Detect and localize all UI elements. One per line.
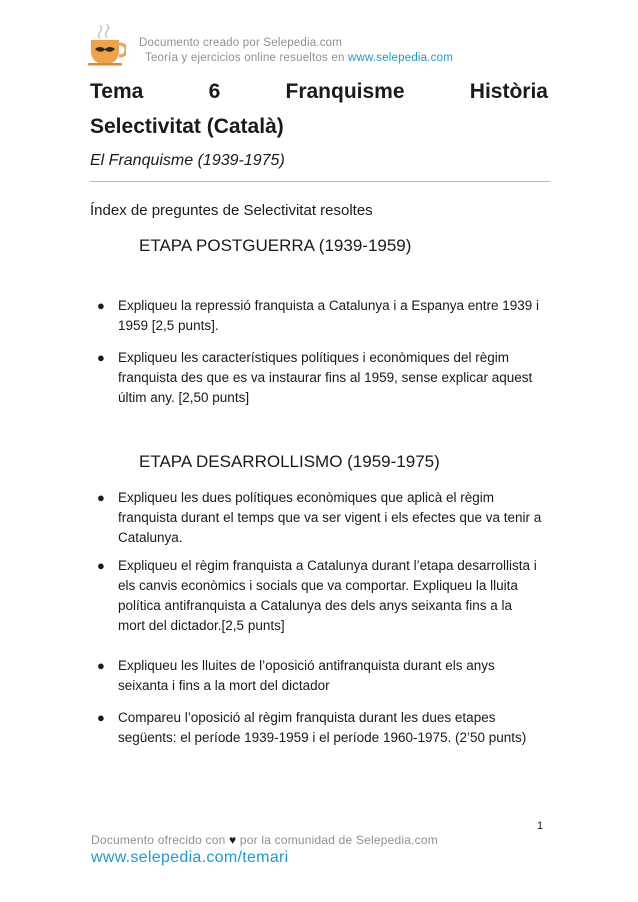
page-title xyxy=(90,80,548,104)
bullet-icon: ● xyxy=(97,490,105,505)
header-line1: Documento creado por Selepedia.com xyxy=(139,37,343,49)
title-word: Franquisme xyxy=(285,80,405,103)
page-number: 1 xyxy=(537,820,544,832)
footer-text-before: Documento ofrecido con xyxy=(91,833,230,847)
question-text: Compareu l’oposició al règim franquista durant les dues etapes següents: el període 1939-1959 i el període 1960-1975. (2’50 punts) xyxy=(118,710,527,745)
question-text: Expliqueu les lluites de l’oposició antifranquista durant els anys seixanta i fins a la mort del dictador xyxy=(118,658,495,693)
list-item xyxy=(97,656,542,696)
section-heading-desarrollismo: ETAPA DESARROLLISMO (1959-1975) xyxy=(139,452,440,471)
footer-text-after: por la comunidad de Selepedia.com xyxy=(236,833,438,847)
footer-line1 xyxy=(91,833,438,847)
index-heading: Índex de preguntes de Selectivitat resoltes xyxy=(90,202,373,219)
selepedia-logo-icon xyxy=(86,22,126,66)
bullet-icon: ● xyxy=(97,658,105,673)
question-text: Expliqueu les característiques polítiques i econòmiques del règim franquista des que es va instaurar fins al 1959, sense explicar aquest últim any. [2,50 punts] xyxy=(118,350,533,405)
list-item xyxy=(97,556,542,636)
footer-link[interactable]: www.selepedia.com/temari xyxy=(91,849,289,866)
header-line2 xyxy=(145,52,453,64)
title-word: Història xyxy=(469,80,548,103)
heart-icon: ♥ xyxy=(229,833,237,847)
bullet-icon: ● xyxy=(97,350,105,365)
page-title-line2: Selectivitat (Català) xyxy=(90,115,284,138)
list-item xyxy=(97,708,542,748)
question-text: Expliqueu la repressió franquista a Catalunya i a Espanya entre 1939 i 1959 [2,5 punts]. xyxy=(118,298,540,333)
list-item xyxy=(97,296,542,336)
question-text: Expliqueu el règim franquista a Catalunya durant l’etapa desarrollista i els canvis econòmics i socials que va comportar. Expliqueu la lluita política antifranquista a Catalunya des dels anys seixanta fins a la mort del dictador.[2,5 punts] xyxy=(118,558,537,633)
header-line2-text: Teoría y ejercicios online resueltos en xyxy=(145,52,348,64)
bullet-icon: ● xyxy=(97,710,105,725)
title-word: Tema xyxy=(90,80,144,103)
page-subtitle: El Franquisme (1939-1975) xyxy=(90,152,285,169)
section-heading-postguerra: ETAPA POSTGUERRA (1939-1959) xyxy=(139,236,412,255)
question-text: Expliqueu les dues polítiques econòmiques que aplicà el règim franquista durant el temps que va ser vigent i els efectes que va tenir a Catalunya. xyxy=(118,490,542,545)
divider xyxy=(90,181,550,182)
list-item xyxy=(97,348,542,408)
title-word: 6 xyxy=(208,80,221,103)
list-item xyxy=(97,488,542,548)
header-link[interactable]: www.selepedia.com xyxy=(347,52,453,64)
bullet-icon: ● xyxy=(97,298,105,313)
bullet-icon: ● xyxy=(97,558,105,573)
